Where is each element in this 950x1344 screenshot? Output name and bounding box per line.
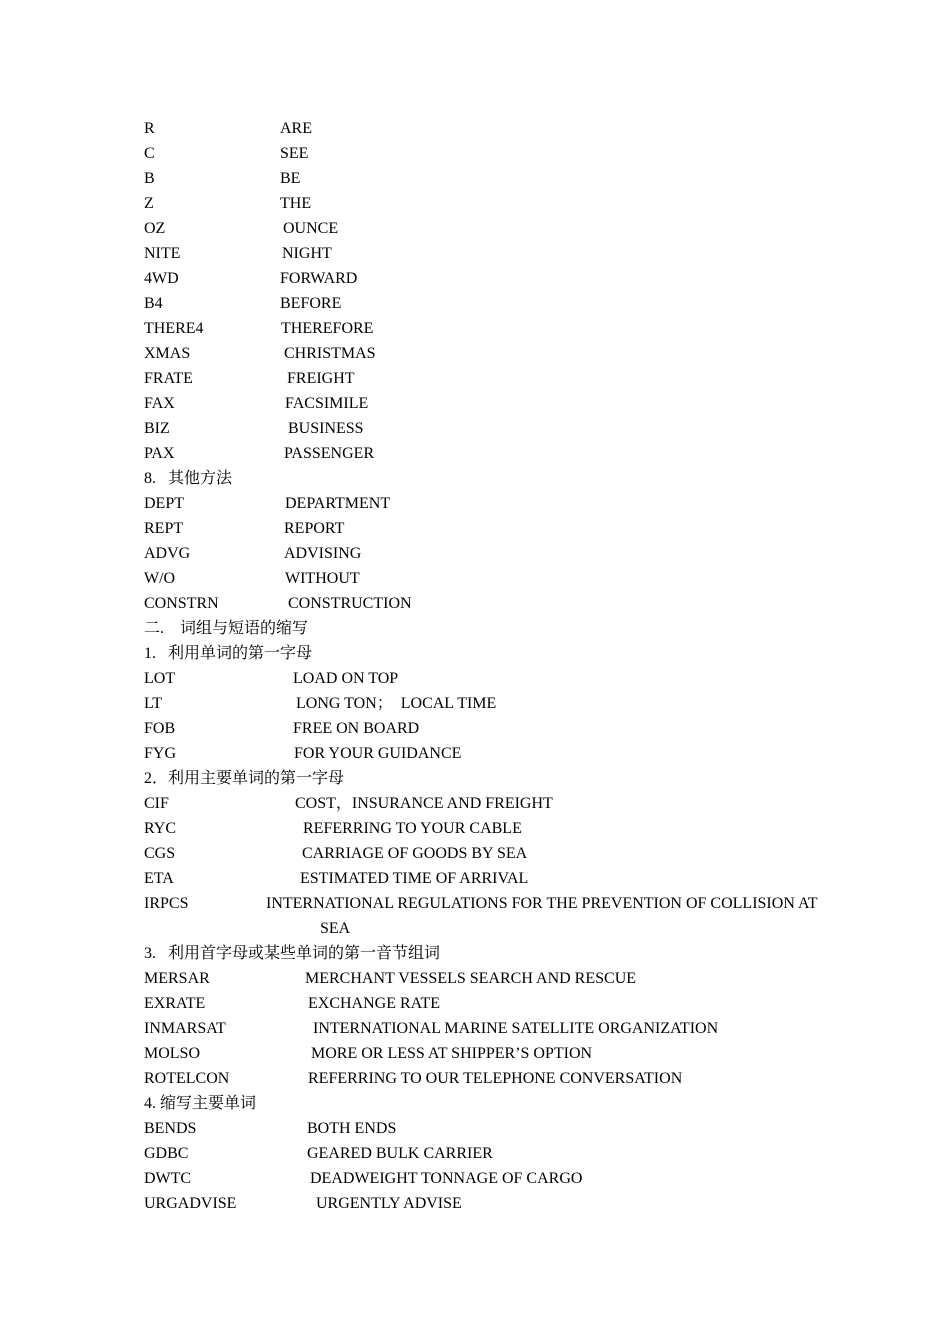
abbreviation: IRPCS — [144, 895, 189, 912]
expansion: THEREFORE — [281, 320, 374, 337]
expansion: MORE OR LESS AT SHIPPER’S OPTION — [311, 1045, 593, 1062]
abbreviation: EXRATE — [144, 995, 206, 1012]
expansion: FOR YOUR GUIDANCE — [294, 745, 462, 762]
subsection-heading: 2．利用主要单词的第一字母 — [144, 770, 345, 787]
abbreviation: CIF — [144, 795, 169, 812]
expansion: MERCHANT VESSELS SEARCH AND RESCUE — [305, 970, 637, 987]
expansion: NIGHT — [282, 245, 332, 262]
abbreviation: LOT — [144, 670, 176, 687]
expansion: REFERRING TO YOUR CABLE — [303, 820, 522, 837]
abbreviation: Z — [144, 195, 154, 212]
section-heading: 8. 其他方法 — [144, 470, 233, 487]
expansion: GEARED BULK CARRIER — [307, 1145, 493, 1162]
abbreviation: ETA — [144, 870, 174, 887]
abbreviation: INMARSAT — [144, 1020, 226, 1037]
expansion: REPORT — [284, 520, 345, 537]
abbreviation: CONSTRN — [144, 595, 219, 612]
expansion: FREE ON BOARD — [293, 720, 420, 737]
abbreviation: DEPT — [144, 495, 184, 512]
abbreviation: XMAS — [144, 345, 191, 362]
expansion: BEFORE — [280, 295, 342, 312]
expansion: DEPARTMENT — [285, 495, 391, 512]
abbreviation: URGADVISE — [144, 1195, 237, 1212]
abbreviation: ROTELCON — [144, 1070, 230, 1087]
subsection-heading: 3. 利用首字母或某些单词的第一音节组词 — [144, 945, 441, 962]
subsection-heading: 1. 利用单词的第一字母 — [144, 645, 313, 662]
abbreviation: BENDS — [144, 1120, 197, 1137]
abbreviation: FYG — [144, 745, 177, 762]
expansion: BE — [280, 170, 301, 187]
abbreviation: OZ — [144, 220, 166, 237]
abbreviation: BIZ — [144, 420, 170, 437]
expansion: ADVISING — [284, 545, 362, 562]
abbreviation: MERSAR — [144, 970, 210, 987]
expansion: INTERNATIONAL MARINE SATELLITE ORGANIZATION — [313, 1020, 719, 1037]
abbreviation: CGS — [144, 845, 176, 862]
expansion: INTERNATIONAL REGULATIONS FOR THE PREVENTION OF COLLISION AT — [266, 895, 818, 912]
abbreviation: ADVG — [144, 545, 191, 562]
expansion: CARRIAGE OF GOODS BY SEA — [302, 845, 528, 862]
abbreviation: FAX — [144, 395, 175, 412]
abbreviation: R — [144, 120, 155, 137]
expansion: COST，INSURANCE AND FREIGHT — [295, 795, 553, 812]
abbreviation: NITE — [144, 245, 181, 262]
abbreviation: GDBC — [144, 1145, 189, 1162]
subsection-heading: 4. 缩写主要单词 — [144, 1095, 257, 1112]
expansion: BUSINESS — [288, 420, 364, 437]
expansion: URGENTLY ADVISE — [316, 1195, 462, 1212]
expansion-continuation: SEA — [320, 920, 351, 937]
expansion: ESTIMATED TIME OF ARRIVAL — [300, 870, 529, 887]
abbreviation: LT — [144, 695, 163, 712]
expansion: PASSENGER — [284, 445, 375, 462]
abbreviation: RYC — [144, 820, 177, 837]
abbreviation: C — [144, 145, 155, 162]
abbreviation: DWTC — [144, 1170, 192, 1187]
expansion: LONG TON； LOCAL TIME — [296, 695, 497, 712]
expansion: FORWARD — [280, 270, 358, 287]
abbreviation: REPT — [144, 520, 184, 537]
abbreviation: PAX — [144, 445, 175, 462]
expansion: OUNCE — [283, 220, 339, 237]
expansion: ARE — [280, 120, 312, 137]
expansion: CONSTRUCTION — [288, 595, 412, 612]
abbreviation: FRATE — [144, 370, 193, 387]
expansion: REFERRING TO OUR TELEPHONE CONVERSATION — [308, 1070, 683, 1087]
expansion: CHRISTMAS — [284, 345, 376, 362]
abbreviation: B — [144, 170, 155, 187]
abbreviation: 4WD — [144, 270, 179, 287]
abbreviation: B4 — [144, 295, 163, 312]
expansion: SEE — [280, 145, 309, 162]
abbreviation: MOLSO — [144, 1045, 201, 1062]
expansion: THE — [280, 195, 312, 212]
expansion: WITHOUT — [285, 570, 360, 587]
expansion: BOTH ENDS — [307, 1120, 397, 1137]
abbreviation: FOB — [144, 720, 176, 737]
expansion: EXCHANGE RATE — [308, 995, 440, 1012]
expansion: FACSIMILE — [285, 395, 369, 412]
expansion: LOAD ON TOP — [293, 670, 399, 687]
abbreviation: THERE4 — [144, 320, 204, 337]
section-heading: 二. 词组与短语的缩写 — [144, 620, 309, 637]
expansion: DEADWEIGHT TONNAGE OF CARGO — [310, 1170, 583, 1187]
expansion: FREIGHT — [287, 370, 355, 387]
abbreviation: W/O — [144, 570, 176, 587]
